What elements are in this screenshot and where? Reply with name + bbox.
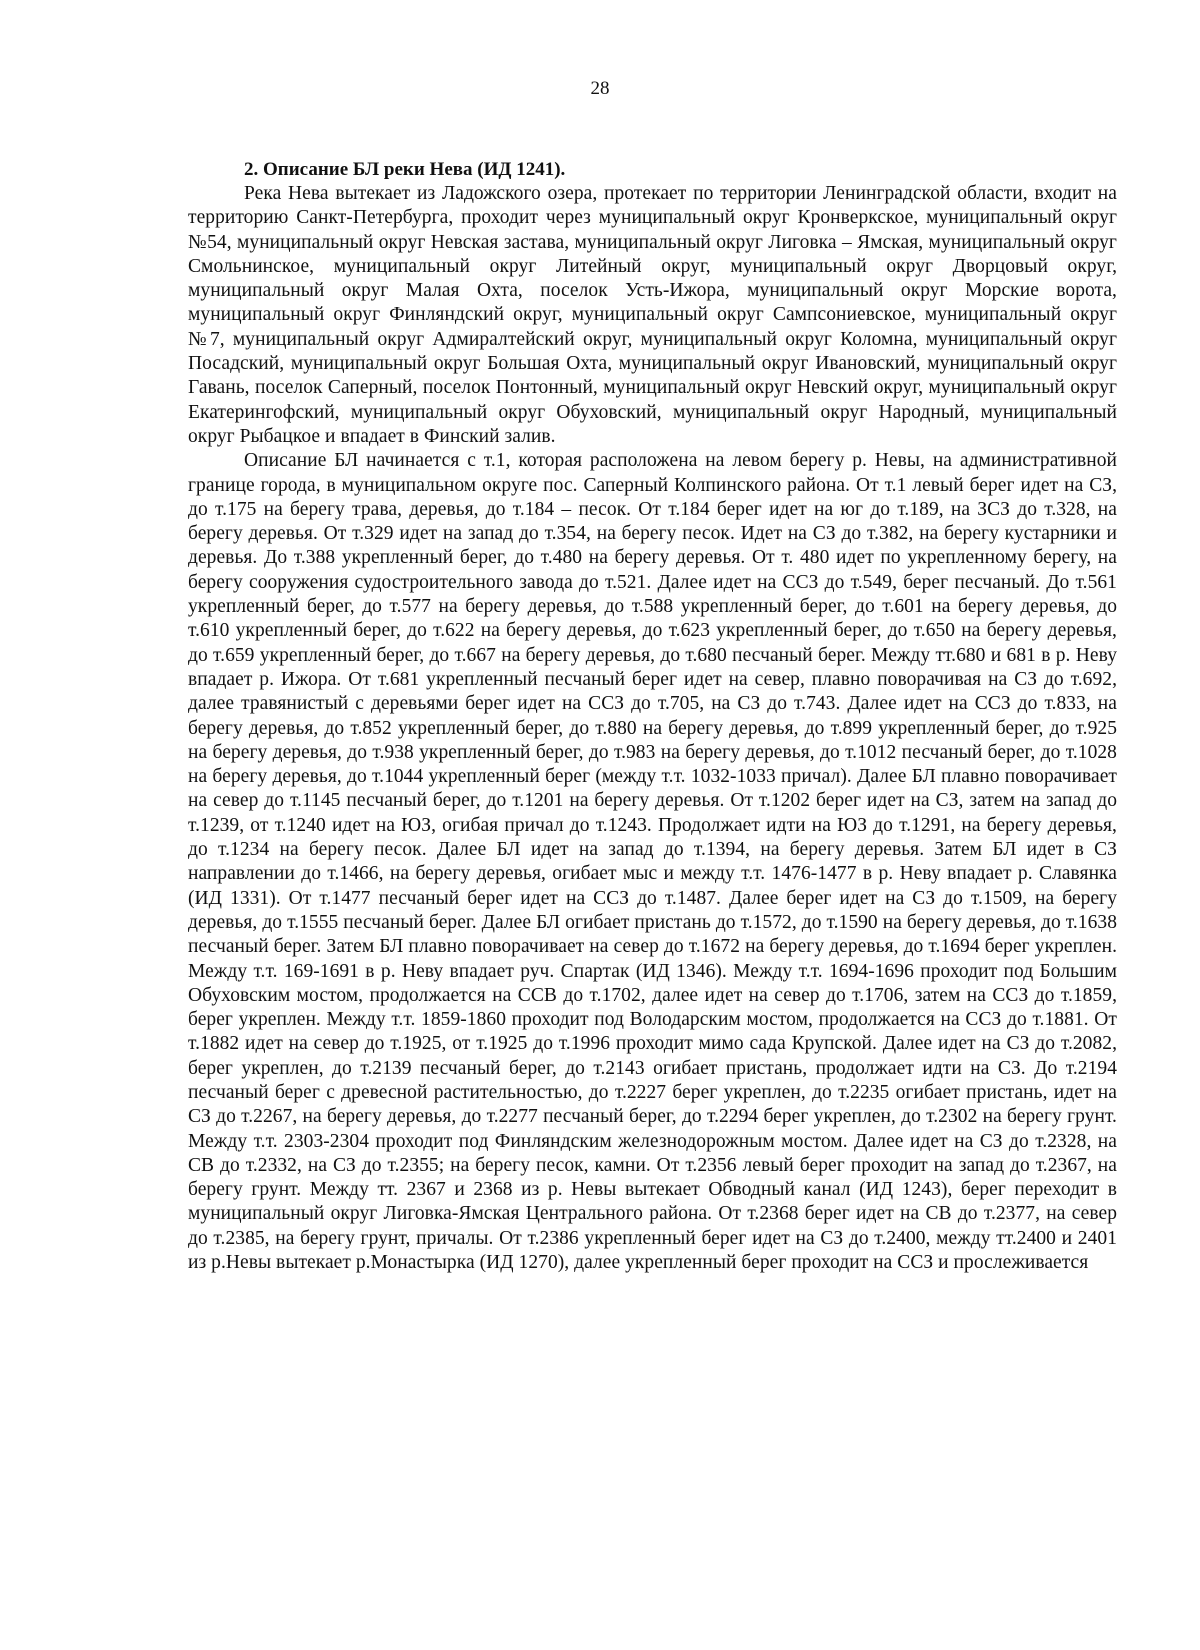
document-body (188, 158, 1117, 1275)
paragraph-river-course: Река Нева вытекает из Ладожского озера, протекает по территории Ленинградской области, входит на территорию Санкт-Петербурга, проходит через муниципальный округ Кронверкское, муниципальный округ №54, муниципальный округ Невская застава, муниципальный округ Лиговка – Ямская, муниципальный округ Смольнинское, муниципальный округ Литейный округ, муниципальный округ Дворцовый округ, муниципальный округ Малая Охта, поселок Усть-Ижора, муниципальный округ Морские ворота, муниципальный округ Финляндский округ, муниципальный округ Сампсониевское, муниципальный округ №7, муниципальный округ Адмиралтейский округ, муниципальный округ Коломна, муниципальный округ Посадский, муниципальный округ Большая Охта, муниципальный округ Ивановский, муниципальный округ Гавань, поселок Саперный, поселок Понтонный, муниципальный округ Невский округ, муниципальный округ Екатерингофский, муниципальный округ Обуховский, муниципальный округ Народный, муниципальный округ Рыбацкое и впадает в Финский залив. (188, 183, 1117, 447)
page-number: 28 (590, 78, 610, 99)
paragraph-shoreline-description: Описание БЛ начинается с т.1, которая расположена на левом берегу р. Невы, на административной границе города, в муниципальном округе пос. Саперный Колпинского района. От т.1 левый берег идет на СЗ, до т.175 на берегу трава, деревья, до т.184 – песок. От т.184 берег идет на юг до т.189, на ЗСЗ до т.328, на берегу деревья. От т.329 идет на запад до т.354, на берегу песок. Идет на СЗ до т.382, на берегу кустарники и деревья. До т.388 укрепленный берег, до т.480 на берегу деревья. От т. 480 идет по укрепленному берегу, на берегу сооружения судостроительного завода до т.521. Далее идет на ССЗ до т.549, берег песчаный. До т.561 укрепленный берег, до т.577 на берегу деревья, до т.588 укрепленный берег, до т.601 на берегу деревья, до т.610 укрепленный берег, до т.622 на берегу деревья, до т.623 укрепленный берег, до т.650 на берегу деревья, до т.659 укрепленный берег, до т.667 на берегу деревья, до т.680 песчаный берег. Между тт.680 и 681 в р. Неву впадает р. Ижора. От т.681 укрепленный песчаный берег идет на север, плавно поворачивая на СЗ до т.692, далее травянистый с деревьями берег идет на ССЗ до т.705, на СЗ до т.743. Далее идет на ССЗ до т.833, на берегу деревья, до т.852 укрепленный берег, до т.880 на берегу деревья, до т.899 укрепленный берег, до т.925 на берегу деревья, до т.938 укрепленный берег, до т.983 на берегу деревья, до т.1012 песчаный берег, до т.1028 на берегу деревья, до т.1044 укрепленный берег (между т.т. 1032-1033 причал). Далее БЛ плавно поворачивает на север до т.1145 песчаный берег, до т.1201 на берегу деревья. От т.1202 берег идет на СЗ, затем на запад до т.1239, от т.1240 идет на ЮЗ, огибая причал до т.1243. Продолжает идти на ЮЗ до т.1291, на берегу деревья, до т.1234 на берегу песок. Далее БЛ идет на запад до т.1394, на берегу деревья. Затем БЛ идет в СЗ направлении до т.1466, на берегу деревья, огибает мыс и между т.т. 1476-1477 в р. Неву впадает р. Славянка (ИД 1331). От т.1477 песчаный берег идет на ССЗ до т.1487. Далее берег идет на СЗ до т.1509, на берегу деревья, до т.1555 песчаный берег. Далее БЛ огибает пристань до т.1572, до т.1590 на берегу деревья, до т.1638 песчаный берег. Затем БЛ плавно поворачивает на север до т.1672 на берегу деревья, до т.1694 берег укреплен. Между т.т. 169-1691 в р. Неву впадает руч. Спартак (ИД 1346). Между т.т. 1694-1696 проходит под Большим Обуховским мостом, продолжается на ССВ до т.1702, далее идет на север до т.1706, затем на ССЗ до т.1859, берег укреплен. Между т.т. 1859-1860 проходит под Володарским мостом, продолжается на ССЗ до т.1881. От т.1882 идет на север до т.1925, от т.1925 до т.1996 проходит мимо сада Крупской. Далее идет на СЗ до т.2082, берег укреплен, до т.2139 песчаный берег, до т.2143 огибает пристань, продолжает идти на СЗ. До т.2194 песчаный берег с древесной растительностью, до т.2227 берег укреплен, до т.2235 огибает пристань, идет на СЗ до т.2267, на берегу деревья, до т.2277 песчаный берег, до т.2294 берег укреплен, до т.2302 на берегу грунт. Между т.т. 2303-2304 проходит под Финляндским железнодорожным мостом. Далее идет на СЗ до т.2328, на СВ до т.2332, на СЗ до т.2355; на берегу песок, камни. От т.2356 левый берег проходит на запад до т.2367, на берегу грунт. Между тт. 2367 и 2368 из р. Невы вытекает Обводный канал (ИД 1243), берег переходит в муниципальный округ Лиговка-Ямская Центрального района. От т.2368 берег идет на СВ до т.2377, на север до т.2385, на берегу грунт, причалы. От т.2386 укрепленный берег идет на СЗ до т.2400, между тт.2400 и 2401 из р.Невы вытекает р.Монастырка (ИД 1270), далее укрепленный берег проходит на ССЗ и прослеживается (188, 450, 1117, 1274)
section-heading: 2. Описание БЛ реки Нева (ИД 1241). (244, 159, 566, 180)
